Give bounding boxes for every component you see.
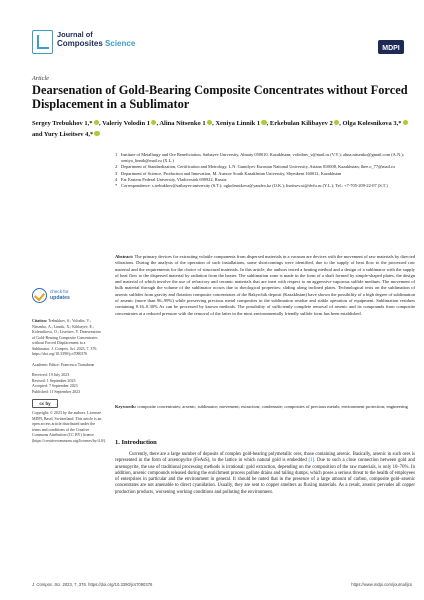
footer-journal-url[interactable]: https://www.mdpi.com/journal/jcs [351, 582, 412, 587]
orcid-icon[interactable] [207, 120, 213, 126]
section-heading-introduction: 1. Introduction [115, 439, 157, 446]
author: Sergey Trebukhov 1,* [32, 120, 93, 127]
orcid-icon[interactable] [94, 131, 100, 137]
abstract-text: The primary devices for extracting volatile components from dispersed materials in a vacuum are devices with the movement of raw materials by directed vibrations. During the analysis of the operation of such installations, some shortcomings were identified, due to the supply of heat flow to the processed raw material and the requirements for the choice of structural materials. In this article, the authors tested a heating method and a design of a sublimator with the supply of heat flow to the dispersed material by radiation from the heater. The sublimation zone is made in the form of a shaft formed by simple-shaped plates, the design and material of which involve the use of refractory and ceramic materials that are inert with respect to an aggressive vaporous sulfide medium. The movement of bulk material through the volume of the sublimator occurs due to rheological properties: sliding along inclined plates. Technological tests on the sublimation of arsenic sulfides from gravity and flotation composite concentrates of the Bakyrchik deposit (Kazakhstan) have shown the possibility of a high degree of sublimation of arsenic (more than 96–99%) while preserving precious metal composites in the sublimation residue and stable operation of equipment. Sublimation residues containing 0.16–0.30% As can be processed by known methods. The possibility of sufficiently complete removal of arsenic and its compounds from composite concentrates at a reduced pressure with the removal of the latter in the most environmentally friendly sulfide form has been established. [115, 254, 416, 316]
journal-mark-icon [32, 30, 53, 54]
correspondence: * Correspondence: s.trebukhov@satbayev.university (S.T.); ogkolesnikova@yandex.kz (O.K.); liseitsev.ui@dvfu.ru (Y.L.); Tel.: +7-705-209-22-07 (S.T.) [115, 183, 388, 189]
copyright: Copyright: © 2023 by the authors. Licensee MDPI, Basel, Switzerland. This article is an open access article distributed under the terms and conditions of the Creative Commons Attribution (CC BY) license (https://creativecommons.org/licenses/by/4.0/). [32, 410, 107, 443]
journal-prefix: Journal of [57, 30, 93, 39]
orcid-icon[interactable] [151, 120, 157, 126]
article-type: Article [32, 75, 49, 82]
author: Erkebulan Kilibayev 2 [269, 120, 333, 127]
affiliation-item: 2 Department of Standardization, Certification and Metrology, L.N. Gumilyov Eurasian National University, Astana 010008, Kazakhstan; lkee.o_77@mail.ru [115, 164, 395, 170]
introduction-text: Currently, there are a large number of deposits of complex gold-bearing polymetallic ores, those containing arsenic. Basically, arsenic in such ores is represented in the form of arsenopyrite (FeAsS), in the lattice in which natural gold is embedded [1]. Due to such a close connection between gold and arsenopyrite, the use of traditional processing methods is irrational: gold extraction, depending on the composition of the raw materials, is only 10–70%. In addition, arsenic compounds released during the enrichment process pollute drains and tailing dumps, which poses a serious threat to the health of employees of enterprises in particular and the environment in general. It should be noted that in the presence of a large amount of carbon, composite gold–arsenic concentrates are not amenable to direct cyanidation. Usually, they are sent to copper smelters as fluxing materials. As a result, arsenic pervades all copper production products, worsening working conditions and polluting the environment. [115, 452, 415, 495]
affiliation-item: 1 Institute of Metallurgy and Ore Beneficiation, Satbayev University, Almaty 050010, Kazakhstan; volodinv_v@mail.ru (V.V.); alina.nitsenko@gmail.com (A.N.); xeniya_linnik@mail.ru (X.L.) [115, 152, 404, 164]
footer-citation: J. Compos. Sci. 2023, 7, 376. https://doi.org/10.3390/jcs7090376 [32, 582, 153, 587]
check-updates-icon [32, 288, 47, 303]
orcid-icon[interactable] [334, 120, 340, 126]
cc-by-license-icon[interactable]: cc by [32, 399, 58, 408]
author: Olga Kolesnikova 3,* [342, 120, 402, 127]
author: Xeniya Linnik 1 [215, 120, 261, 127]
author-list: Sergey Trebukhov 1,* , Valeriy Volodin 1 , Alina Nitsenko 1 , Xeniya Linnik 1 , Erkebulan Kilibayev 2 , Olga Kolesnikova 3,* and Yury Liseitsev 4,* [32, 118, 417, 140]
citation: Citation: Trebukhov, S.; Volodin, V.; Nitsenko, A.; Linnik, X.; Kilibayev, E.; Kolesnikova, O.; Liseitsev, Y. Dearsenation of Gold-Bearing Composite Concentrates without Forced Displacement in a Sublimator. J. Compos. Sci. 2023, 7, 376. https://doi.org/10.3390/jcs7090376 [32, 318, 101, 356]
svg-text:MDPI: MDPI [382, 45, 400, 52]
author: Yury Liseitsev 4,* [43, 131, 94, 138]
reference-link[interactable]: [1] [308, 458, 315, 464]
doi-link[interactable]: https://doi.org/10.3390/jcs7090376 [32, 351, 88, 356]
keywords [115, 404, 415, 410]
publisher-logo [378, 40, 404, 54]
article-sidebar [32, 318, 107, 448]
dates: Received: 19 July 2023 Revised: 1 September 2023 Accepted: 7 September 2023 Published: 11 September 2023 [32, 372, 81, 394]
academic-editor: Academic Editor: Francesco Tornabene [32, 361, 95, 367]
page-footer [32, 582, 412, 587]
keywords-label: Keywords: [115, 404, 137, 409]
affiliation-item: 3 Department of Science, Production and Innovation, M. Auezov South Kazakhstan University, Shymkent 160012, Kazakhstan [115, 170, 342, 176]
orcid-icon[interactable] [403, 120, 409, 126]
mdpi-logo-icon [378, 40, 404, 54]
journal-logo [32, 30, 152, 56]
affiliation-item: 4 Far Eastern Federal University, Vladivostok 690922, Russia [115, 176, 227, 182]
paper-title: Dearsenation of Gold-Bearing Composite Concentrates without Forced Displacement in a Sublimator [32, 83, 408, 111]
author: Alina Nitsenko 1 [159, 120, 206, 127]
orcid-icon[interactable] [261, 120, 267, 126]
keywords-text: composite concentrates; arsenic; sublimator; movement; extraction; condensate; composites of precious metals; environment protection; engineering [137, 404, 408, 409]
check-for-updates-button[interactable]: check for updates [32, 287, 92, 305]
orcid-icon[interactable] [94, 120, 100, 126]
journal-name: Composites Science [57, 39, 136, 48]
abstract-label: Abstract: [115, 254, 134, 259]
author: Valeriy Volodin 1 [102, 120, 150, 127]
affiliations [115, 152, 415, 189]
abstract [115, 254, 415, 317]
